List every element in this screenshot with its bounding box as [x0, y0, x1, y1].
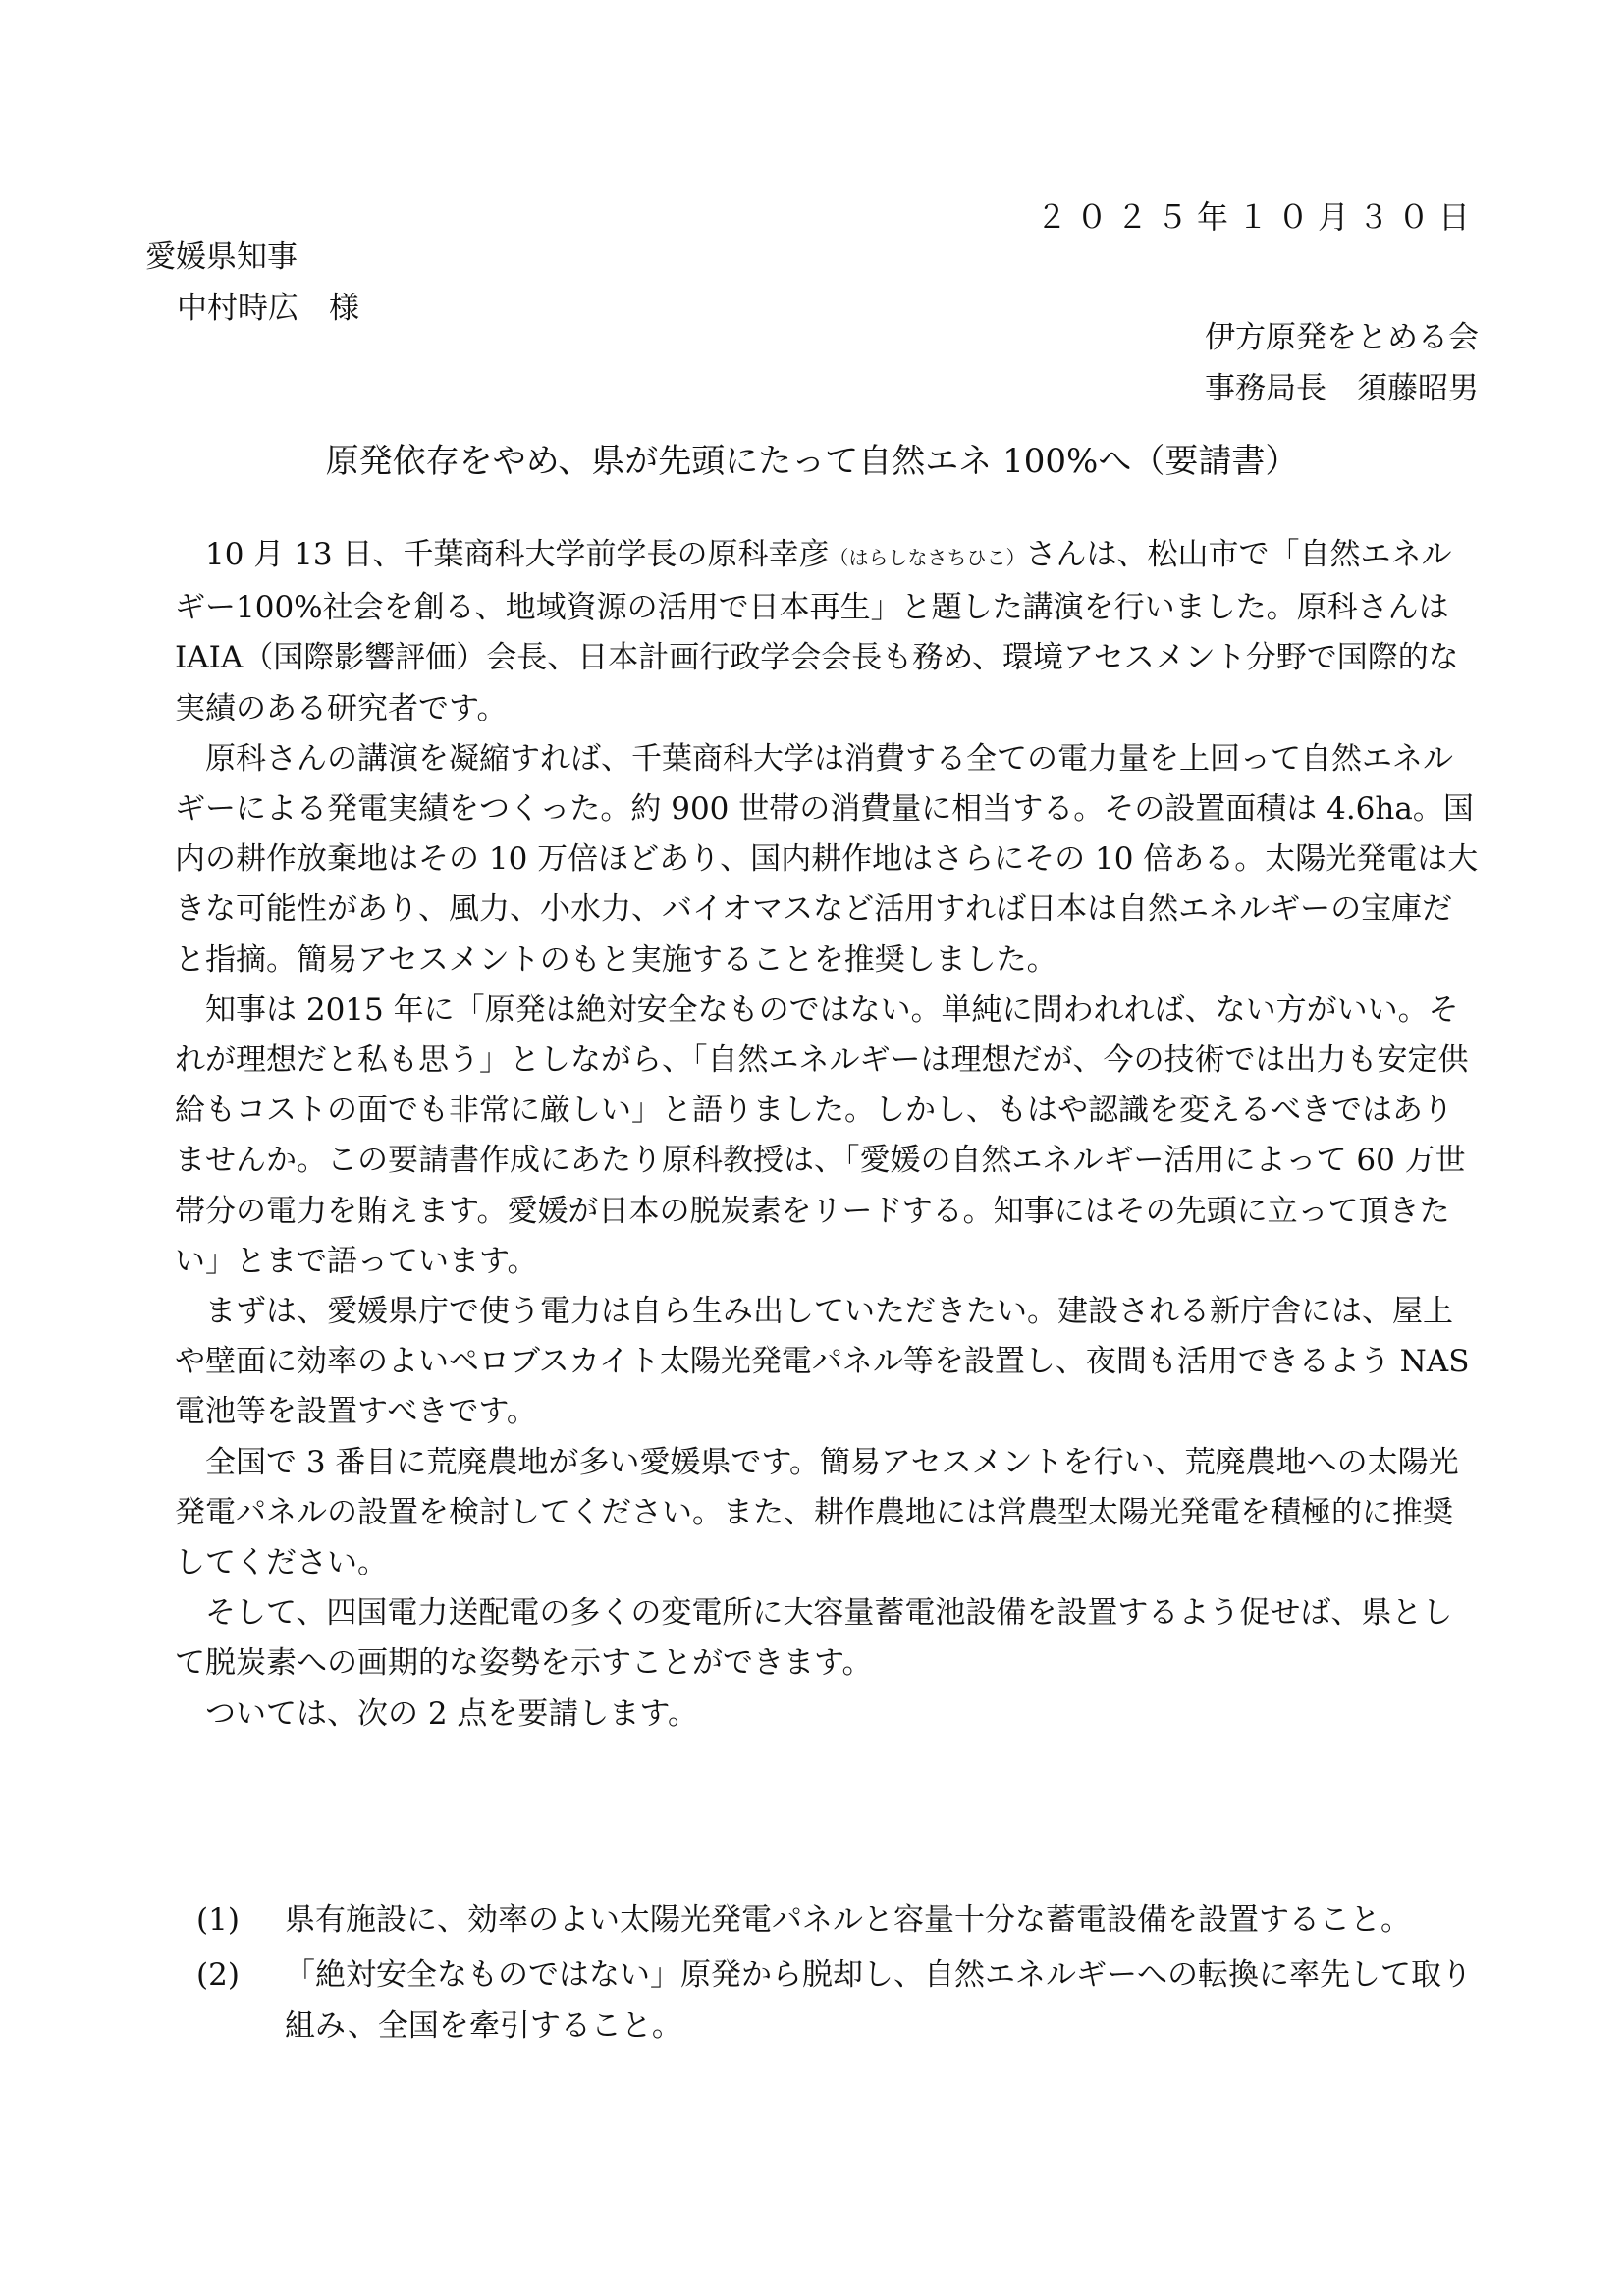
document-date: ２０２５年１０月３０日 [1035, 198, 1479, 236]
request-item [196, 1949, 1483, 2052]
paragraph: まずは、愛媛県庁で使う電力は自ら生み出していただきたい。建設される新庁舎には、屋上や壁面に効率のよいペロブスカイト太陽光発電パネル等を設置し、夜間も活用できるよう NAS 電池等を設置すべきです。 [175, 1294, 1470, 1430]
document-title: 原発依存をやめ、県が先頭にたって自然エネ 100%へ（要請書） [325, 442, 1299, 481]
recipient-title: 愛媛県知事 [145, 240, 298, 275]
request-list [196, 1895, 1483, 2056]
paragraph-text: さんは、松山市で「自然エネルギー100%社会を創る、地域資源の活用で日本再生」と題した講演を行いました。原科さんは IAIA（国際影響評価）会長、日本計画行政学会会長も務め、環境アセスメント分野で国際的な実績のある研究者です。 [175, 537, 1459, 726]
paragraph [175, 530, 1481, 734]
furigana-reading: （はらしなさちひこ） [829, 546, 1026, 569]
paragraph-text: 10 月 13 日、千葉商科大学前学長の原科幸彦 [205, 537, 830, 572]
document-body [175, 530, 1481, 1739]
request-text: 「絶対安全なものではない」原発から脱却し、自然エネルギーへの転換に率先して取り組み、全国を牽引すること。 [285, 1957, 1472, 2044]
sender-block [1205, 312, 1479, 414]
request-text: 県有施設に、効率のよい太陽光発電パネルと容量十分な蓄電設備を設置すること。 [285, 1902, 1411, 1938]
paragraph: 原科さんの講演を凝縮すれば、千葉商科大学は消費する全ての電力量を上回って自然エネルギーによる発電実績をつくった。約 900 世帯の消費量に相当する。その設置面積は 4.6ha。国内の耕作放棄地はその 10 万倍ほどあり、国内耕作地はさらにその 10 倍ある。太陽光発電は大きな可能性があり、風力、小水力、バイオマスなど活用すれば日本は自然エネルギーの宝庫だと指摘。簡易アセスメントのもと実施することを推奨しました。 [175, 740, 1479, 978]
recipient-name: 中村時広 様 [177, 291, 359, 326]
recipient-block [145, 232, 359, 334]
request-number: (2) [196, 1957, 240, 1993]
paragraph: 全国で 3 番目に荒廃農地が多い愛媛県です。簡易アセスメントを行い、荒廃農地への太陽光発電パネルの設置を検討してください。また、耕作農地には営農型太陽光発電を積極的に推奨してください。 [175, 1444, 1459, 1581]
sender-org: 伊方原発をとめる会 [1205, 320, 1479, 355]
request-item [196, 1895, 1483, 1946]
sender-person: 事務局長 須藤昭男 [1205, 371, 1479, 406]
paragraph: そして、四国電力送配電の多くの変電所に大容量蓄電池設備を設置するよう促せば、県として脱炭素への画期的な姿勢を示すことができます。 [175, 1595, 1453, 1682]
request-number: (1) [196, 1902, 240, 1938]
paragraph: ついては、次の 2 点を要請します。 [205, 1695, 698, 1732]
paragraph: 知事は 2015 年に「原発は絶対安全なものではない。単純に問われれば、ない方がいい。それが理想だと私も思う」としながら、「自然エネルギーは理想だが、今の技術では出力も安定供給もコストの面でも非常に厳しい」と語りました。しかし、もはや認識を変えるべきではありませんか。この要請書作成にあたり原科教授は、「愛媛の自然エネルギー活用によって 60 万世帯分の電力を賄えます。愛媛が日本の脱炭素をリードする。知事にはその先頭に立って頂きたい」とまで語っています。 [175, 991, 1469, 1279]
